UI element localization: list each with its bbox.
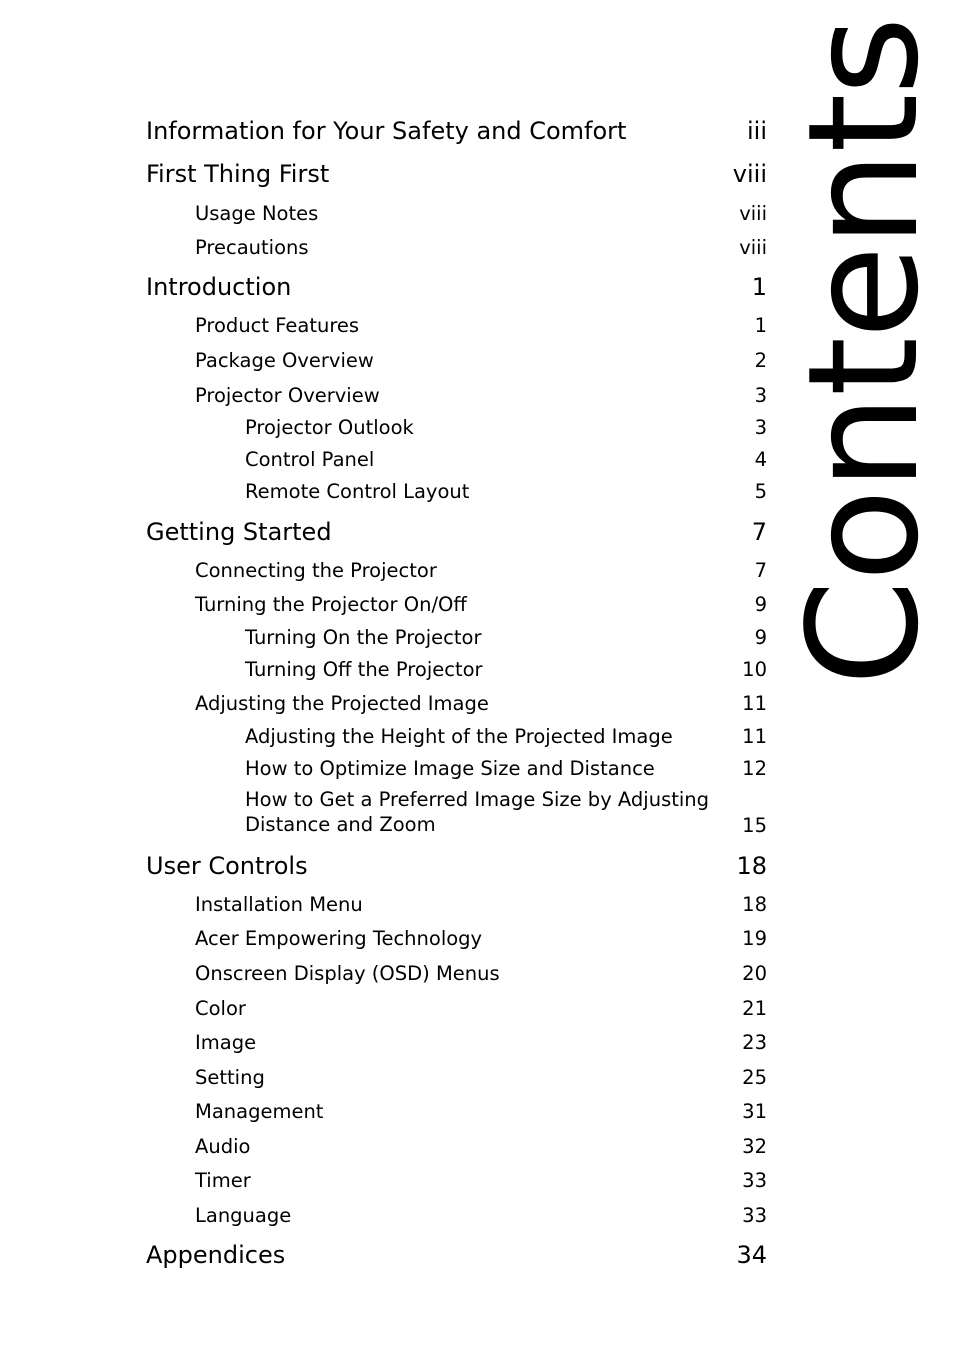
- toc-entry-page: 9: [754, 593, 767, 616]
- toc-entry-page: 3: [754, 384, 767, 407]
- toc-entry-page: 31: [742, 1100, 767, 1123]
- toc-entry-label: Image: [195, 1031, 257, 1054]
- toc-entry-label: Introduction: [146, 273, 292, 301]
- toc-entry-page: 7: [754, 559, 767, 582]
- toc-entry-label: Remote Control Layout: [245, 480, 470, 503]
- toc-entry-page: 5: [754, 480, 767, 503]
- toc-entry-label: Turning Off the Projector: [245, 658, 483, 681]
- toc-entry-page: 2: [754, 349, 767, 372]
- toc-entry-label: Acer Empowering Technology: [195, 927, 483, 950]
- toc-entry-label: Precautions: [195, 236, 309, 259]
- toc-entry-page: viii: [739, 202, 767, 225]
- toc-entry-label: Projector Overview: [195, 384, 380, 407]
- toc-entry-label: Projector Outlook: [245, 416, 414, 439]
- toc-entry-label: How to Get a Preferred Image Size by Adjusting Distance and Zoom: [245, 788, 710, 836]
- toc-entry-label: Getting Started: [146, 518, 332, 546]
- toc-entry-label: Adjusting the Height of the Projected Image: [245, 725, 673, 748]
- toc-entry-label: First Thing First: [146, 160, 330, 188]
- toc-entry-label: Timer: [195, 1169, 251, 1192]
- page-title: Contents: [775, 18, 952, 686]
- toc-entry-label: Language: [195, 1204, 292, 1227]
- toc-entry-page: 12: [742, 757, 767, 780]
- toc-entry-page: 20: [742, 962, 767, 985]
- toc-entry-label: Turning the Projector On/Off: [195, 593, 467, 616]
- toc-entry-label: Usage Notes: [195, 202, 319, 225]
- toc-entry-page: viii: [739, 236, 767, 259]
- toc-entry-label: Onscreen Display (OSD) Menus: [195, 962, 500, 985]
- toc-entry-page: 7: [751, 518, 767, 546]
- toc-entry-page: 1: [751, 273, 767, 301]
- toc-entry-page: iii: [746, 117, 767, 145]
- toc-entry-page: 23: [742, 1031, 767, 1054]
- toc-entry-page: 1: [754, 314, 767, 337]
- toc-entry-page: 33: [742, 1204, 767, 1227]
- toc-entry-label: Control Panel: [245, 448, 375, 471]
- toc-entry-label: Package Overview: [195, 349, 374, 372]
- toc-entry-page: 18: [742, 893, 767, 916]
- toc-entry-page: 33: [742, 1169, 767, 1192]
- toc-entry-page: 18: [736, 852, 767, 880]
- toc-entry-page: 11: [742, 725, 767, 748]
- toc-entry-page: 25: [742, 1066, 767, 1089]
- toc-entry-label: Information for Your Safety and Comfort: [146, 117, 627, 145]
- toc-entry-label: Installation Menu: [195, 893, 363, 916]
- toc-entry-page: 9: [754, 626, 767, 649]
- toc-entry-label: Audio: [195, 1135, 251, 1158]
- toc-entry-page: 21: [742, 997, 767, 1020]
- toc-entry-label: User Controls: [146, 852, 308, 880]
- toc-entry-page: 19: [742, 927, 767, 950]
- toc-entry-page: 10: [742, 658, 767, 681]
- toc-entry-page: 4: [754, 448, 767, 471]
- toc-entry-label: Connecting the Projector: [195, 559, 437, 582]
- toc-entry-label: Color: [195, 997, 246, 1020]
- toc-entry-label: Appendices: [146, 1241, 286, 1269]
- toc-entry-page: 11: [742, 692, 767, 715]
- toc-entry-page: 34: [736, 1241, 767, 1269]
- toc-entry-page: 15: [742, 814, 767, 837]
- toc-entry-label: Adjusting the Projected Image: [195, 692, 489, 715]
- toc-entry-label: Turning On the Projector: [245, 626, 482, 649]
- toc-entry-page: viii: [732, 160, 767, 188]
- toc-entry-label: Product Features: [195, 314, 360, 337]
- toc-entry-page: 3: [754, 416, 767, 439]
- toc-entry-label: Setting: [195, 1066, 265, 1089]
- toc-entry-label: How to Optimize Image Size and Distance: [245, 757, 655, 780]
- toc-entry-page: 32: [742, 1135, 767, 1158]
- toc-entry-label: Management: [195, 1100, 324, 1123]
